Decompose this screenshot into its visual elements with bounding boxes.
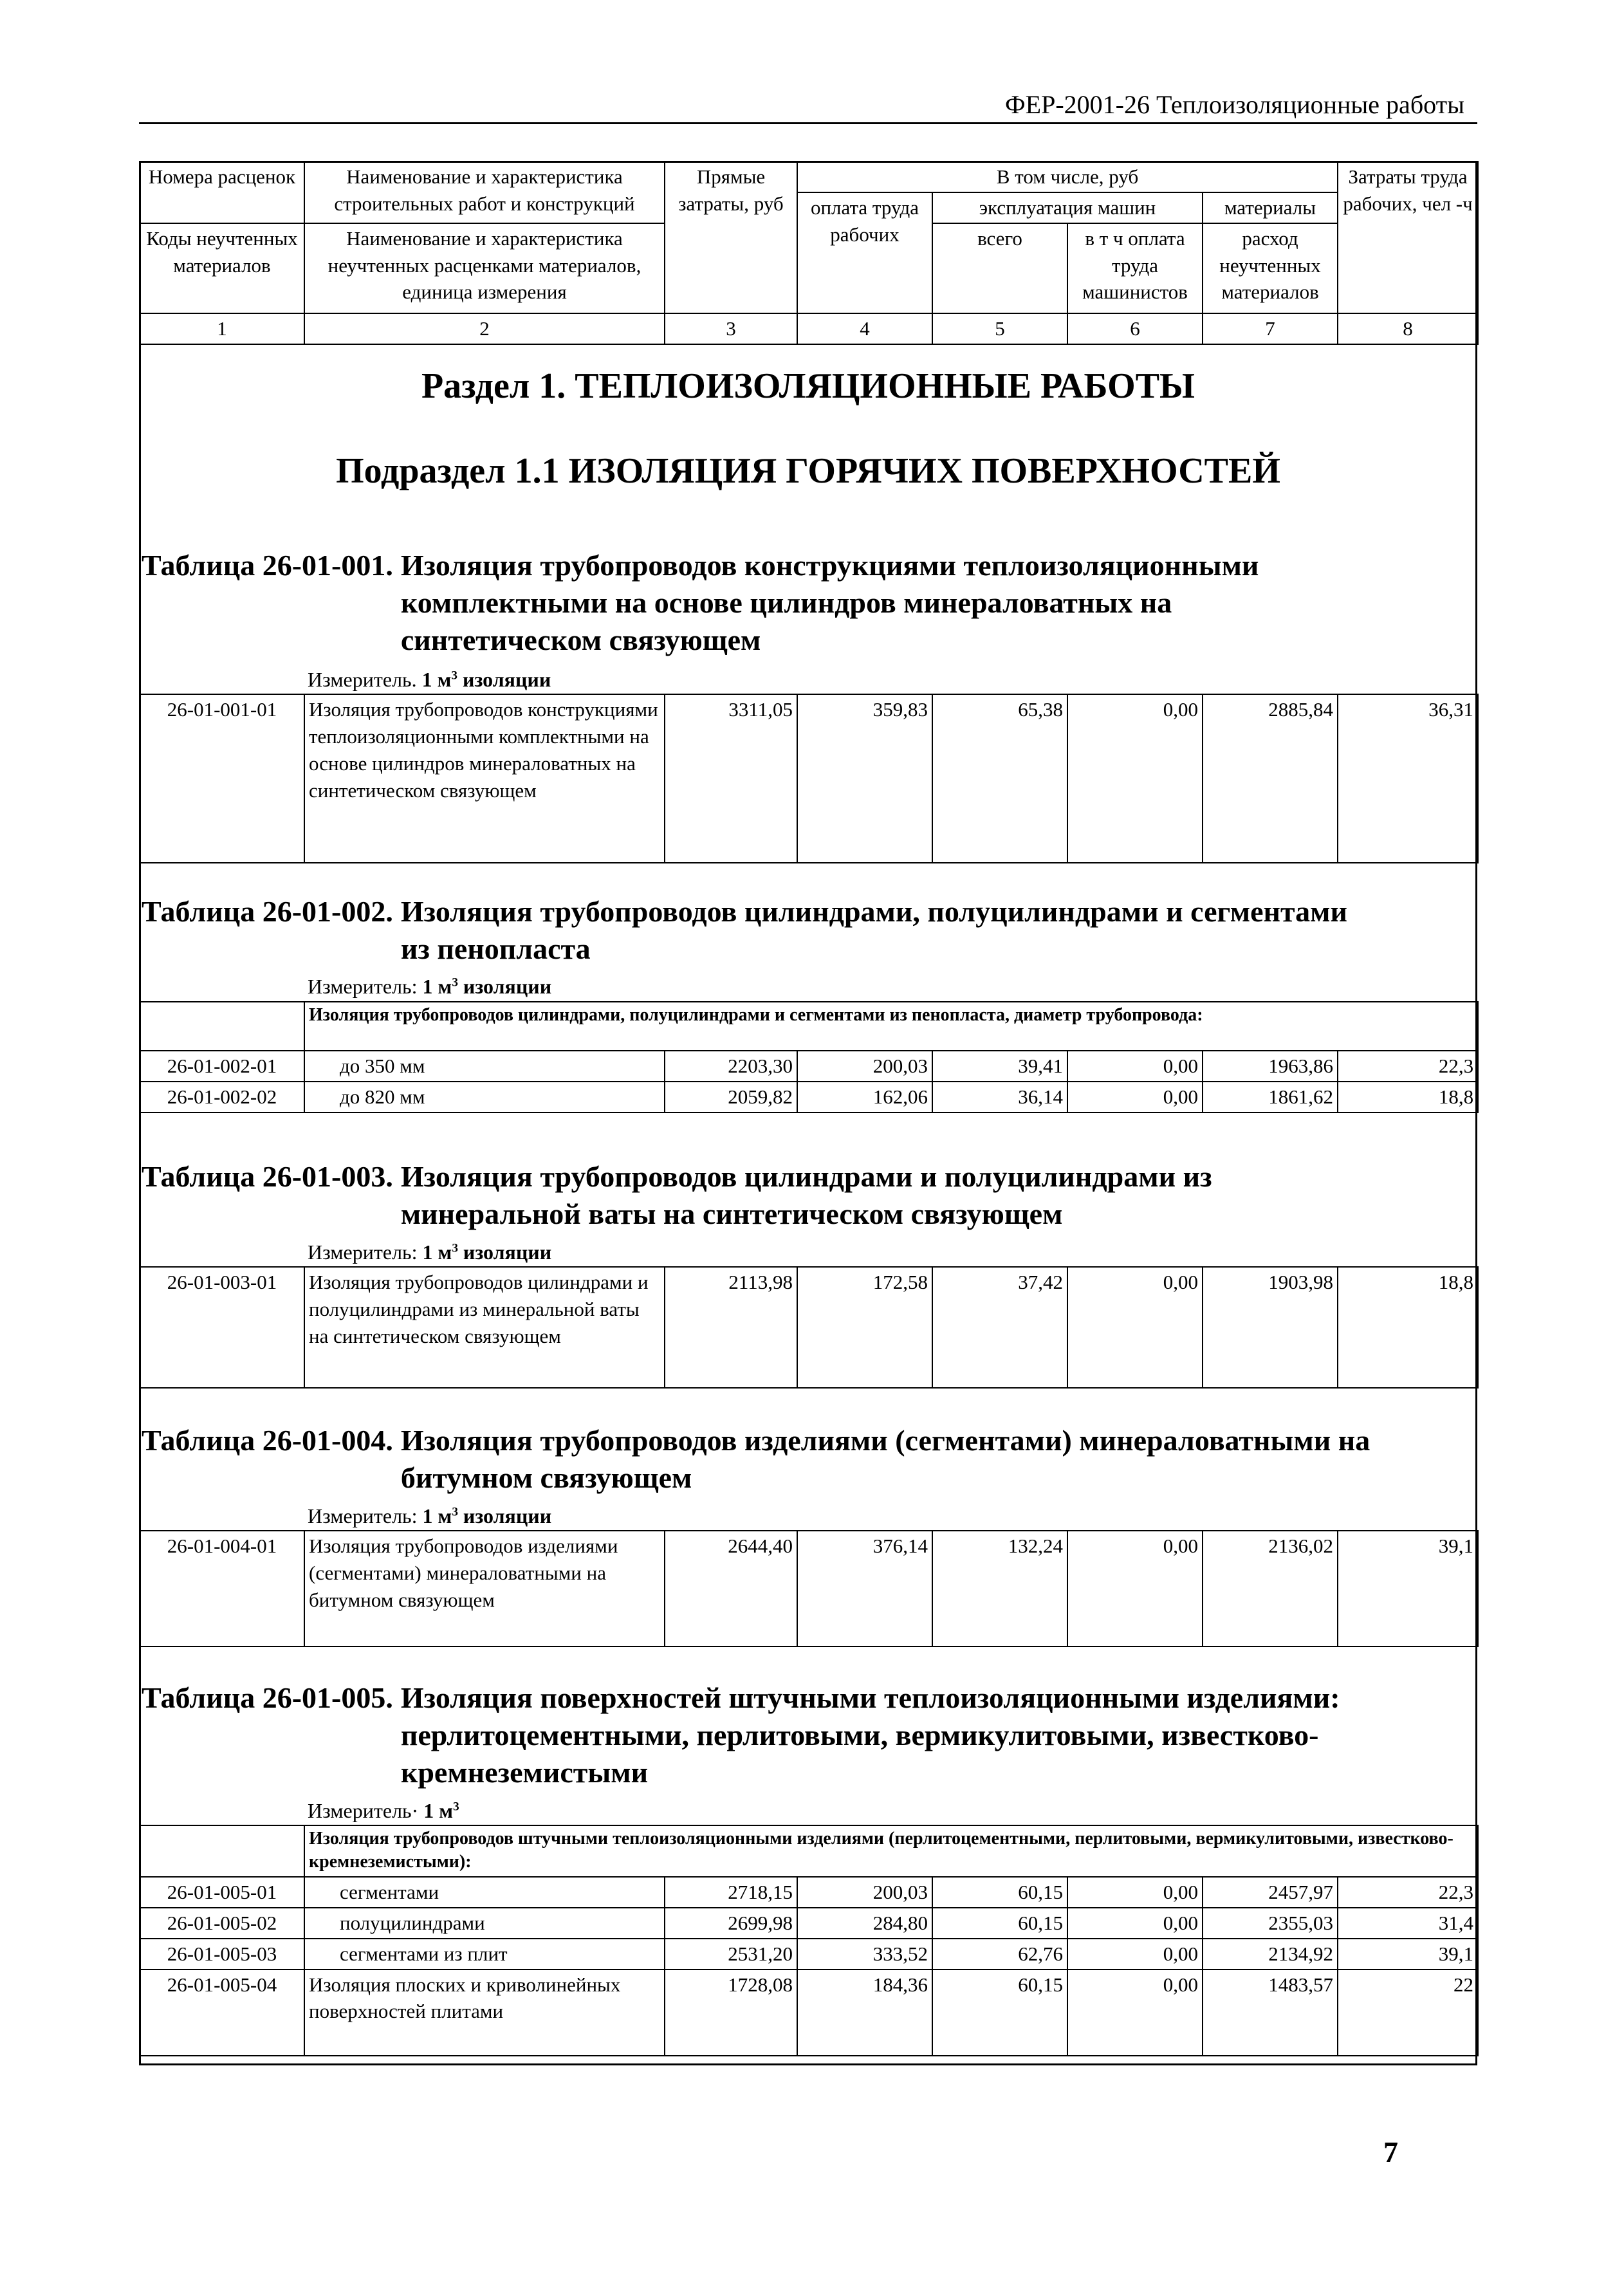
meter-sup: 3 [451, 669, 458, 683]
col6-header: в т ч оплата труда машинистов [1067, 223, 1203, 313]
machines-header: эксплуатация машин [932, 192, 1203, 223]
meter-value: 1 м [421, 668, 452, 691]
machine-labor-cost: 0,00 [1067, 1877, 1203, 1908]
rate-name: сегментами [304, 1877, 665, 1908]
rate-name: Изоляция трубопроводов изделиями (сегментами) минераловатными на битумном связующем [304, 1531, 665, 1647]
meter-line [308, 1504, 551, 1528]
table-title-line: Изоляция поверхностей штучными теплоизоляционными изделиями: [400, 1681, 1340, 1714]
group-row [140, 1825, 1478, 1877]
table-title [142, 1679, 1477, 1791]
meter-value: 1 м [422, 1504, 452, 1527]
direct-cost: 3311,05 [665, 694, 797, 863]
rates-table [139, 1825, 1479, 2056]
table-row [140, 1908, 1478, 1939]
table-title-line: комплектными на основе цилиндров минераловатных на [400, 586, 1172, 619]
labor-cost: 333,52 [797, 1939, 932, 1970]
table-title-line: битумном связующем [400, 1461, 692, 1494]
table-row [140, 1051, 1478, 1082]
table-row [140, 1939, 1478, 1970]
table-title [142, 1422, 1477, 1497]
table-row [140, 1267, 1478, 1388]
rate-name: Изоляция трубопроводов цилиндрами и полуцилиндрами из минеральной ваты на синтетическом связующем [304, 1267, 665, 1388]
labor-hours: 22,3 [1338, 1051, 1478, 1082]
direct-cost: 2531,20 [665, 1939, 797, 1970]
direct-cost: 2699,98 [665, 1908, 797, 1939]
table-row [140, 1970, 1478, 2056]
rate-name: сегментами из плит [304, 1939, 665, 1970]
rates-table [139, 1530, 1479, 1647]
meter-prefix: Измеритель· [308, 1799, 419, 1822]
meter-sup: 3 [453, 1800, 459, 1814]
labor-cost: 284,80 [797, 1908, 932, 1939]
table-title-line: из пенопласта [400, 932, 591, 965]
col1-bottom-header: Коды неучтенных материалов [140, 223, 304, 313]
direct-cost: 2203,30 [665, 1051, 797, 1082]
labor-hours: 39,1 [1338, 1939, 1478, 1970]
material-cost: 2885,84 [1203, 694, 1338, 863]
table-title-line: перлитоцементными, перлитовыми, вермикулитовыми, известково- [400, 1718, 1319, 1751]
meter-line [308, 668, 551, 692]
material-cost: 2136,02 [1203, 1531, 1338, 1647]
material-cost: 2355,03 [1203, 1908, 1338, 1939]
materials-header: материалы [1203, 192, 1338, 223]
meter-sup: 3 [452, 1505, 458, 1519]
machine-cost: 39,41 [932, 1051, 1067, 1082]
machine-cost: 62,76 [932, 1939, 1067, 1970]
col8-header: Затраты труда рабочих, чел -ч [1338, 161, 1478, 313]
table-title-label: Таблица 26-01-005. [142, 1681, 393, 1714]
meter-prefix: Измеритель: [308, 1241, 418, 1264]
column-header-table [139, 161, 1479, 345]
material-cost: 2457,97 [1203, 1877, 1338, 1908]
rate-name: полуцилиндрами [304, 1908, 665, 1939]
group-heading: Изоляция трубопроводов штучными теплоизоляционными изделиями (перлитоцементными, перлитовыми, вермикулитовыми, известково-кремнеземистыми): [304, 1825, 1478, 1877]
rates-table [139, 1266, 1479, 1389]
col2-bottom-header: Наименование и характеристика неучтенных расценками материалов, единица измерения [304, 223, 665, 313]
machine-cost: 65,38 [932, 694, 1067, 863]
labor-hours: 36,31 [1338, 694, 1478, 863]
rate-code: 26-01-005-03 [140, 1939, 304, 1970]
machine-cost: 60,15 [932, 1877, 1067, 1908]
meter-suffix: изоляции [463, 975, 552, 998]
table-title-line: Изоляция трубопроводов цилиндрами, полуцилиндрами и сегментами [400, 895, 1348, 928]
labor-cost: 184,36 [797, 1970, 932, 2056]
meter-prefix: Измеритель: [308, 1504, 418, 1527]
machine-cost: 132,24 [932, 1531, 1067, 1647]
labor-hours: 18,8 [1338, 1082, 1478, 1112]
labor-cost: 162,06 [797, 1082, 932, 1112]
meter-prefix: Измеритель. [308, 668, 417, 691]
rates-table [139, 1001, 1479, 1113]
rate-name: до 350 мм [304, 1051, 665, 1082]
meter-value: 1 м [423, 1799, 454, 1822]
table-title [142, 547, 1477, 659]
col-number: 4 [797, 313, 932, 344]
machine-labor-cost: 0,00 [1067, 1939, 1203, 1970]
rate-code: 26-01-005-04 [140, 1970, 304, 2056]
col3-header: Прямые затраты, руб [665, 161, 797, 313]
table-title-label: Таблица 26-01-004. [142, 1424, 393, 1457]
col-number: 1 [140, 313, 304, 344]
machine-labor-cost: 0,00 [1067, 1082, 1203, 1112]
table-title-label: Таблица 26-01-002. [142, 895, 393, 928]
table-row [140, 1877, 1478, 1908]
machine-labor-cost: 0,00 [1067, 1267, 1203, 1388]
meter-suffix: изоляции [463, 1504, 552, 1527]
col-number: 2 [304, 313, 665, 344]
rate-code: 26-01-001-01 [140, 694, 304, 863]
meter-line [308, 975, 551, 999]
table-title-line: кремнеземистыми [400, 1755, 649, 1789]
machine-cost: 37,42 [932, 1267, 1067, 1388]
machine-cost: 60,15 [932, 1908, 1067, 1939]
col4-header: оплата труда рабочих [797, 192, 932, 313]
rate-name: Изоляция трубопроводов конструкциями теплоизоляционными комплектными на основе цилиндров минераловатных на синтетическом связующем [304, 694, 665, 863]
col2-top-header: Наименование и характеристика строительных работ и конструкций [304, 161, 665, 223]
labor-hours: 31,4 [1338, 1908, 1478, 1939]
meter-line [308, 1241, 551, 1264]
group-heading: Изоляция трубопроводов цилиндрами, полуцилиндрами и сегментами из пенопласта, диаметр трубопровода: [304, 1002, 1478, 1051]
col7-header: расход неучтенных материалов [1203, 223, 1338, 313]
subsection-title: Подраздел 1.1 ИЗОЛЯЦИЯ ГОРЯЧИХ ПОВЕРХНОСТЕЙ [336, 451, 1280, 491]
column-numbers-row [140, 313, 1478, 344]
machine-labor-cost: 0,00 [1067, 1051, 1203, 1082]
machine-cost: 36,14 [932, 1082, 1067, 1112]
labor-cost: 172,58 [797, 1267, 932, 1388]
material-cost: 1861,62 [1203, 1082, 1338, 1112]
labor-cost: 359,83 [797, 694, 932, 863]
rate-code: 26-01-005-02 [140, 1908, 304, 1939]
meter-prefix: Измеритель: [308, 975, 418, 998]
section-title: Раздел 1. ТЕПЛОИЗОЛЯЦИОННЫЕ РАБОТЫ [421, 366, 1195, 406]
meter-value: 1 м [422, 1241, 452, 1264]
meter-suffix: изоляции [463, 668, 551, 691]
rate-code: 26-01-002-01 [140, 1051, 304, 1082]
labor-hours: 22 [1338, 1970, 1478, 2056]
machine-labor-cost: 0,00 [1067, 1970, 1203, 2056]
running-header [139, 89, 1477, 124]
labor-cost: 200,03 [797, 1877, 932, 1908]
rate-code: 26-01-005-01 [140, 1877, 304, 1908]
meter-value: 1 м [422, 975, 452, 998]
meter-sup: 3 [452, 1241, 458, 1255]
incl-header: В том числе, руб [797, 161, 1338, 192]
machine-labor-cost: 0,00 [1067, 1908, 1203, 1939]
col1-top-header: Номера расценок [140, 161, 304, 223]
meter-line [308, 1799, 459, 1823]
table-title-line: Изоляция трубопроводов цилиндрами и полуцилиндрами из [400, 1160, 1212, 1193]
machine-labor-cost: 0,00 [1067, 694, 1203, 863]
table-title-label: Таблица 26-01-003. [142, 1160, 393, 1193]
rate-name: до 820 мм [304, 1082, 665, 1112]
direct-cost: 2718,15 [665, 1877, 797, 1908]
table-title-line: Изоляция трубопроводов конструкциями теплоизоляционными [400, 549, 1259, 582]
rate-name: Изоляция плоских и криволинейных поверхностей плитами [304, 1970, 665, 2056]
labor-hours: 39,1 [1338, 1531, 1478, 1647]
rate-code: 26-01-004-01 [140, 1531, 304, 1647]
meter-suffix: изоляции [463, 1241, 552, 1264]
material-cost: 1483,57 [1203, 1970, 1338, 2056]
direct-cost: 2644,40 [665, 1531, 797, 1647]
material-cost: 2134,92 [1203, 1939, 1338, 1970]
running-title: ФЕР-2001-26 Теплоизоляционные работы [1005, 90, 1464, 119]
col-number: 6 [1067, 313, 1203, 344]
labor-cost: 376,14 [797, 1531, 932, 1647]
table-title-line: синтетическом связующем [400, 623, 761, 656]
col-number: 8 [1338, 313, 1478, 344]
table-title [142, 1158, 1477, 1233]
table-title-line: Изоляция трубопроводов изделиями (сегментами) минераловатными на [400, 1424, 1370, 1457]
rates-table [139, 694, 1479, 863]
col-number: 7 [1203, 313, 1338, 344]
labor-hours: 18,8 [1338, 1267, 1478, 1388]
table-title-line: минеральной ваты на синтетическом связующем [400, 1197, 1063, 1230]
group-row [140, 1002, 1478, 1051]
machine-cost: 60,15 [932, 1970, 1067, 2056]
page-number: 7 [1383, 2136, 1398, 2168]
meter-sup: 3 [452, 975, 458, 990]
labor-cost: 200,03 [797, 1051, 932, 1082]
table-row [140, 694, 1478, 863]
material-cost: 1963,86 [1203, 1051, 1338, 1082]
table-title-label: Таблица 26-01-001. [142, 549, 393, 582]
direct-cost: 1728,08 [665, 1970, 797, 2056]
machine-labor-cost: 0,00 [1067, 1531, 1203, 1647]
rate-code: 26-01-003-01 [140, 1267, 304, 1388]
labor-hours: 22,3 [1338, 1877, 1478, 1908]
rate-code: 26-01-002-02 [140, 1082, 304, 1112]
table-row [140, 1082, 1478, 1112]
direct-cost: 2113,98 [665, 1267, 797, 1388]
col5-header: всего [932, 223, 1067, 313]
col-number: 5 [932, 313, 1067, 344]
direct-cost: 2059,82 [665, 1082, 797, 1112]
material-cost: 1903,98 [1203, 1267, 1338, 1388]
col-number: 3 [665, 313, 797, 344]
table-row [140, 1531, 1478, 1647]
table-title [142, 893, 1477, 968]
